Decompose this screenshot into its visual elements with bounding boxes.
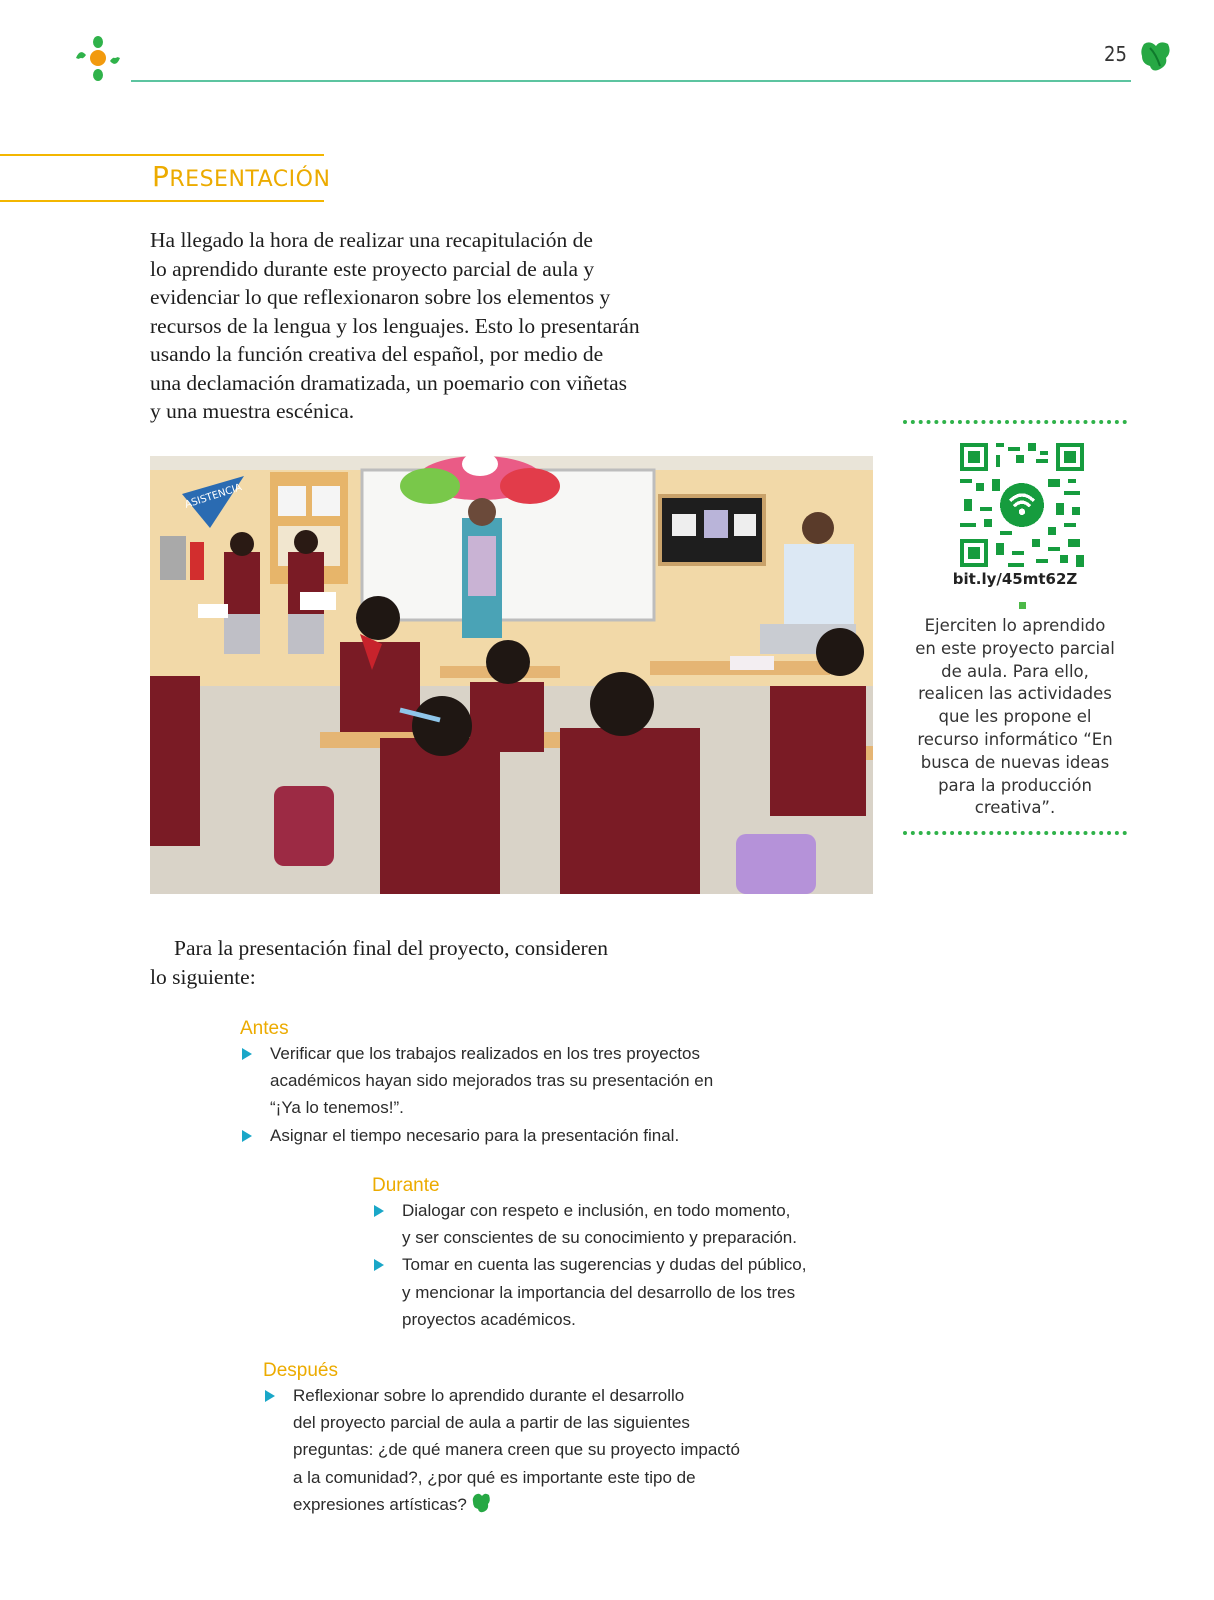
intro-line: usando la función creativa del español, por medio de bbox=[150, 342, 604, 366]
bullet-arrow-icon bbox=[265, 1390, 275, 1402]
section-title-initial: P bbox=[152, 160, 170, 193]
side-line: para la producción bbox=[938, 775, 1092, 795]
classroom-photo bbox=[150, 456, 873, 894]
item-line: Verificar que los trabajos realizados en los tres proyectos bbox=[270, 1044, 700, 1063]
item-line: académicos hayan sido mejorados tras su presentación en bbox=[270, 1071, 714, 1091]
title-rule-bottom bbox=[0, 200, 324, 202]
item-line: Asignar el tiempo necesario para la presentación final. bbox=[270, 1125, 680, 1145]
side-box-text bbox=[912, 615, 1118, 820]
flower-logo-icon bbox=[72, 34, 124, 82]
item-line: Dialogar con respeto e inclusión, en todo momento, bbox=[402, 1201, 791, 1220]
intro-paragraph bbox=[150, 226, 690, 426]
title-rule-top bbox=[0, 154, 324, 156]
item-line: preguntas: ¿de qué manera creen que su proyecto impactó bbox=[293, 1440, 740, 1460]
item-line: del proyecto parcial de aula a partir de las siguientes bbox=[293, 1413, 690, 1433]
durante-list bbox=[372, 1197, 832, 1333]
list-item bbox=[372, 1197, 832, 1251]
list-item bbox=[240, 1040, 730, 1122]
side-box-top-border bbox=[903, 420, 1127, 424]
item-line: a la comunidad?, ¿por qué es importante este tipo de bbox=[293, 1467, 696, 1487]
durante-heading: Durante bbox=[372, 1175, 440, 1196]
item-line: Reflexionar sobre lo aprendido durante el desarrollo bbox=[293, 1386, 685, 1405]
side-line: recurso informático “En bbox=[917, 729, 1113, 749]
item-line: expresiones artísticas? bbox=[293, 1494, 467, 1514]
side-line: realicen las actividades bbox=[918, 684, 1112, 704]
intro-line: lo aprendido durante este proyecto parcial de aula y bbox=[150, 256, 595, 281]
item-line: y mencionar la importancia del desarrollo de los tres bbox=[402, 1282, 796, 1302]
pennant-text: ASISTENCIA bbox=[183, 482, 244, 511]
side-line: en este proyecto parcial bbox=[915, 638, 1115, 658]
final-intro-line: Para la presentación final del proyecto, consideren bbox=[174, 936, 608, 960]
intro-line: una declamación dramatizada, un poemario con viñetas bbox=[150, 370, 627, 395]
item-line: y ser conscientes de su conocimiento y preparación. bbox=[402, 1228, 797, 1248]
green-leaf-end-icon bbox=[471, 1491, 491, 1515]
intro-line: recursos de la lengua y los lenguajes. Esto lo presentarán bbox=[150, 313, 640, 338]
bullet-arrow-icon bbox=[374, 1205, 384, 1217]
qr-link[interactable]: bit.ly/45mt62Z bbox=[952, 570, 1078, 588]
header-divider bbox=[131, 80, 1131, 82]
item-line-last bbox=[293, 1491, 763, 1518]
green-leaf-icon bbox=[1138, 38, 1174, 74]
antes-list bbox=[240, 1040, 730, 1149]
separator-dot bbox=[1019, 602, 1026, 609]
item-line: “¡Ya lo tenemos!”. bbox=[270, 1098, 404, 1118]
item-line: proyectos académicos. bbox=[402, 1309, 576, 1329]
bullet-arrow-icon bbox=[242, 1048, 252, 1060]
intro-line: Ha llegado la hora de realizar una recapitulación de bbox=[150, 228, 593, 252]
side-line: que les propone el bbox=[938, 707, 1092, 727]
bullet-arrow-icon bbox=[374, 1259, 384, 1271]
intro-line: evidenciar lo que reflexionaron sobre los elementos y bbox=[150, 285, 611, 309]
side-line: busca de nuevas ideas bbox=[920, 752, 1110, 772]
section-title bbox=[152, 160, 330, 193]
list-item bbox=[372, 1251, 832, 1333]
side-line: Ejerciten lo aprendido bbox=[924, 616, 1106, 635]
side-box-bottom-border bbox=[903, 831, 1127, 835]
list-item bbox=[240, 1122, 730, 1149]
section-title-rest: RESENTACIÓN bbox=[169, 167, 331, 192]
item-line: Tomar en cuenta las sugerencias y dudas del público, bbox=[402, 1255, 807, 1275]
antes-heading: Antes bbox=[240, 1018, 289, 1039]
side-line: de aula. Para ello, bbox=[941, 661, 1089, 681]
list-item bbox=[263, 1382, 763, 1518]
side-line: creativa”. bbox=[974, 798, 1056, 818]
final-intro-line: lo siguiente: bbox=[150, 964, 256, 989]
qr-code-icon[interactable] bbox=[960, 443, 1084, 567]
bullet-arrow-icon bbox=[242, 1130, 252, 1142]
final-intro-paragraph bbox=[150, 934, 670, 991]
page-number: 25 bbox=[1104, 42, 1127, 66]
intro-line: y una muestra escénica. bbox=[150, 399, 355, 423]
despues-list bbox=[263, 1382, 763, 1518]
despues-heading: Después bbox=[263, 1360, 338, 1381]
